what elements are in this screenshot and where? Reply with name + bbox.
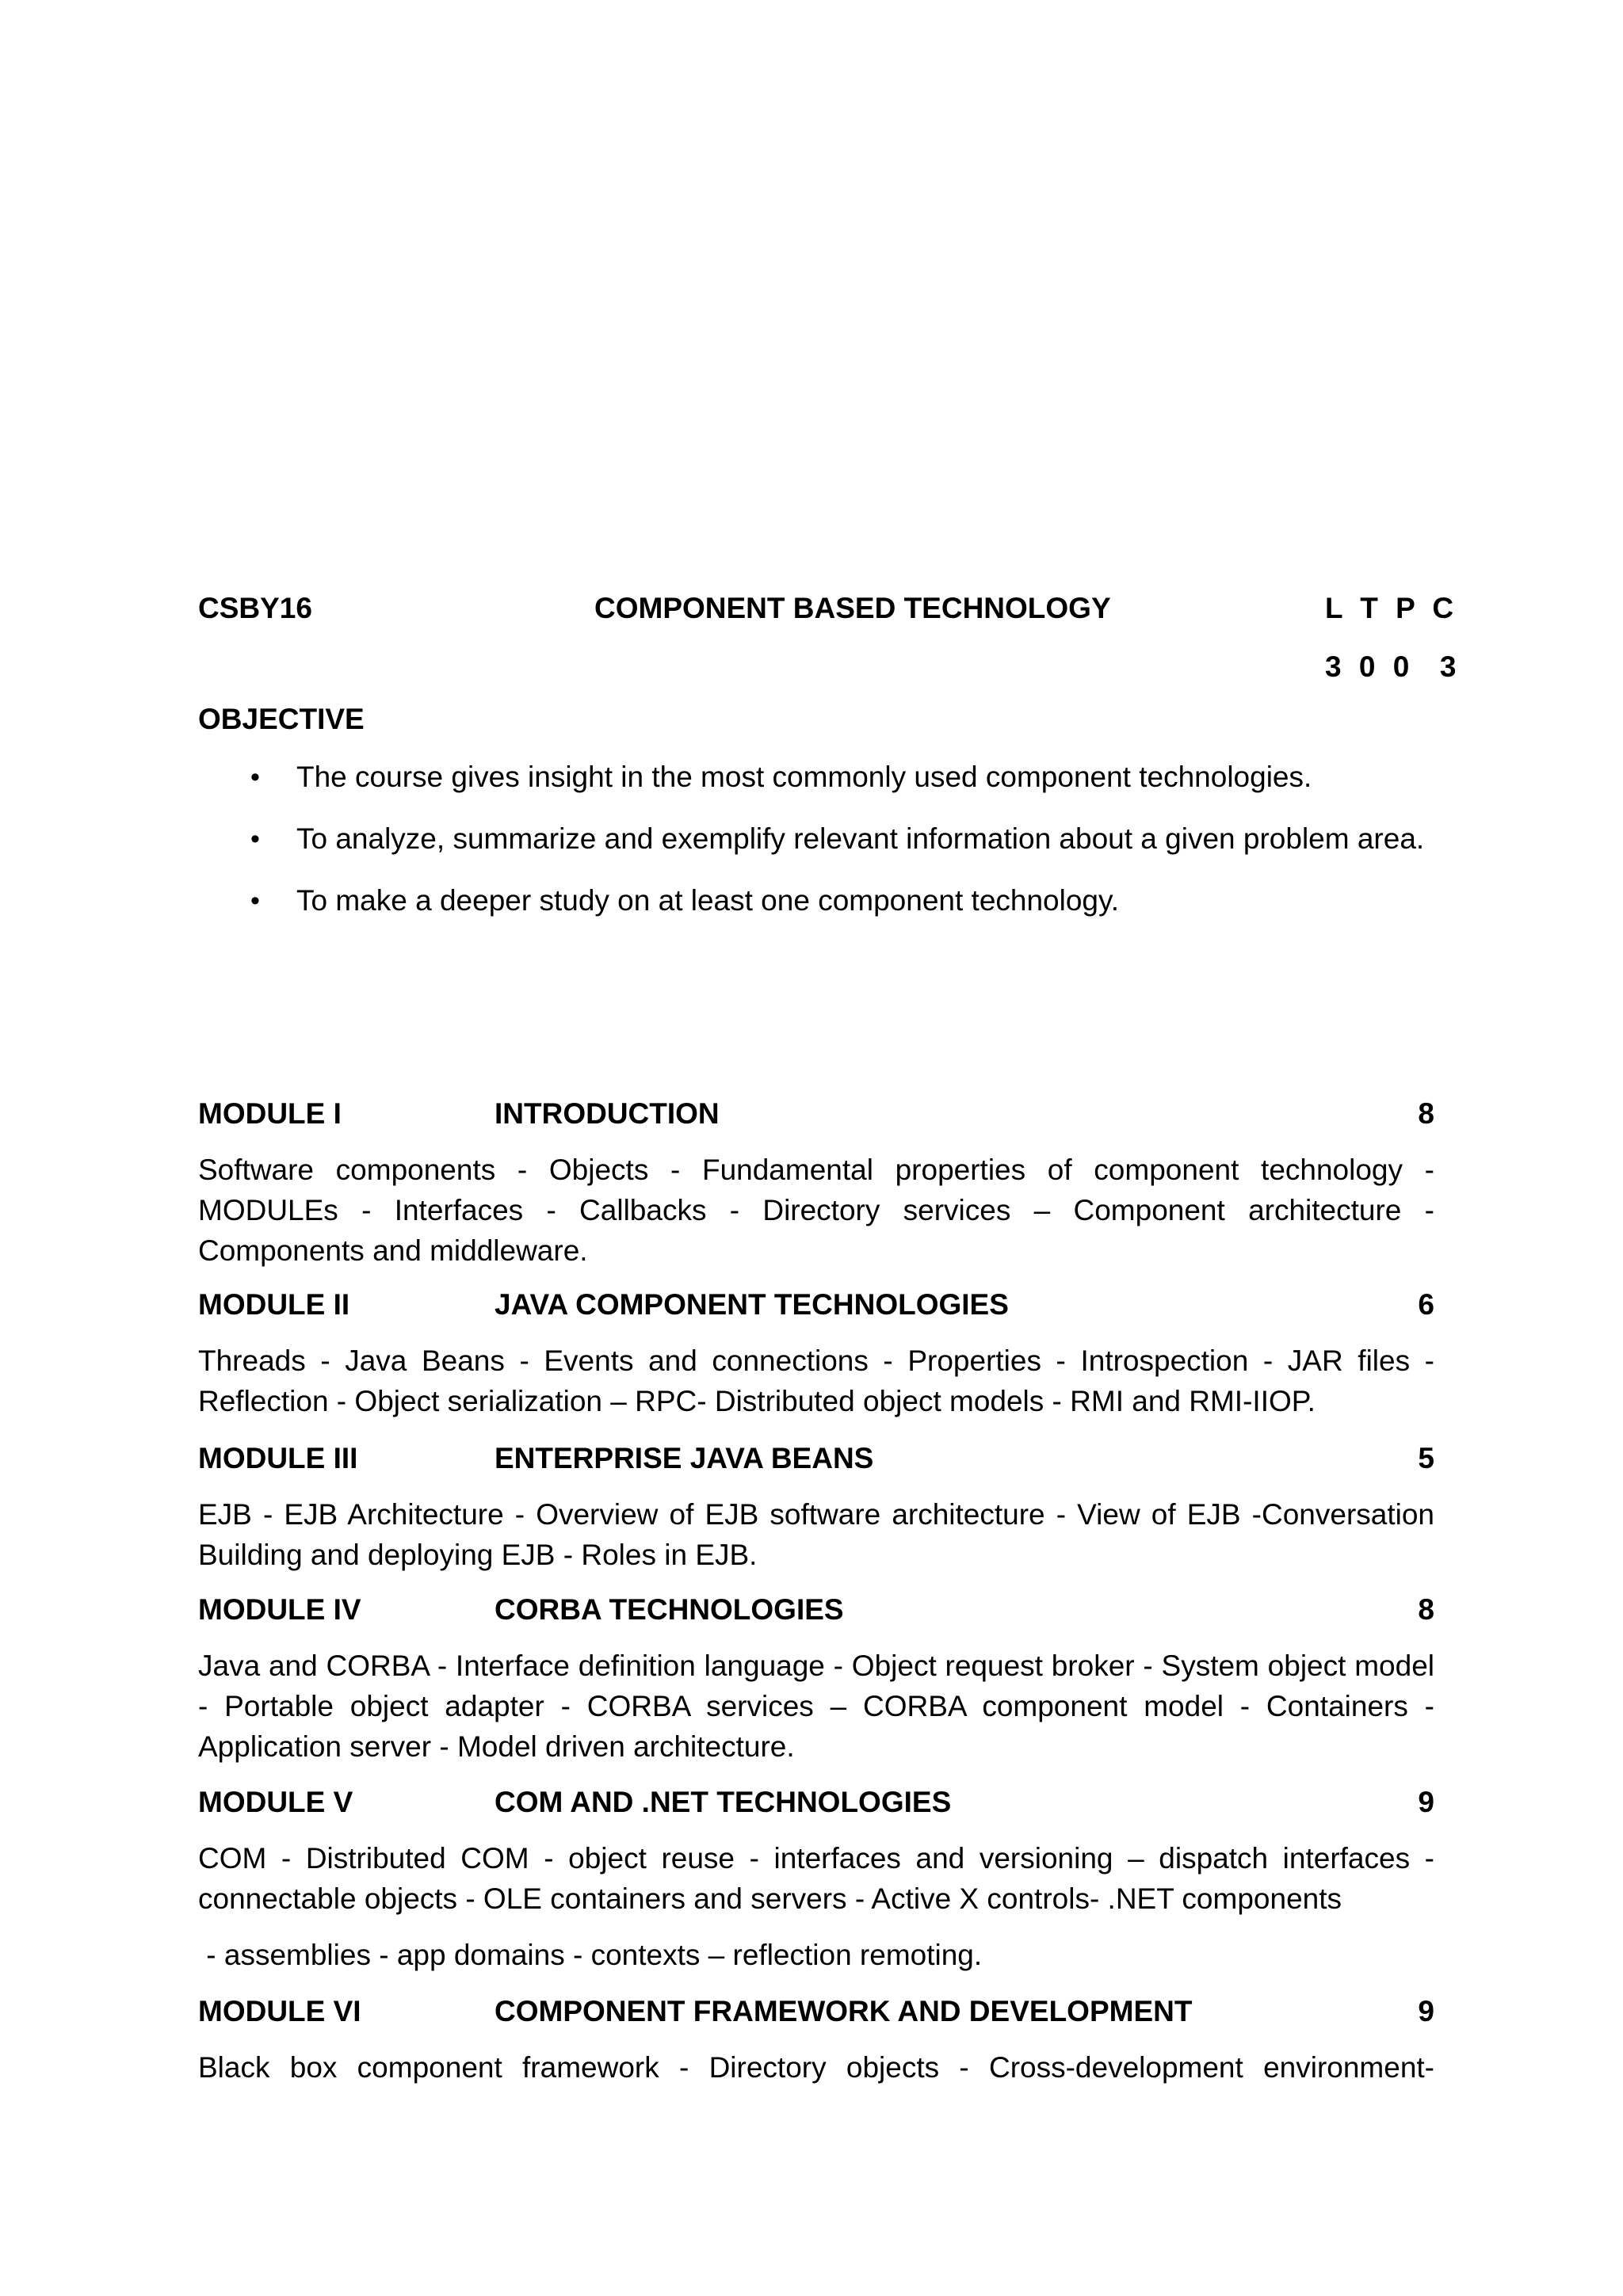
module-title: JAVA COMPONENT TECHNOLOGIES [495,1288,1009,1321]
module-4 [198,1590,1434,1767]
module-body: Threads - Java Beans - Events and connections - Properties - Introspection - JAR files - Reflection - Object serialization – RPC- Distributed object models - RMI and RMI-IIOP. [198,1344,1434,1417]
module-hours: 9 [1418,1786,1434,1818]
module-body: Black box component framework - Directory objects - Cross-development environment- [198,2051,1434,2084]
module-body: EJB - EJB Architecture - Overview of EJB software architecture - View of EJB -Conversation Building and deploying EJB - Roles in EJB. [198,1498,1434,1571]
module-title: COM AND .NET TECHNOLOGIES [495,1786,952,1818]
course-title: COMPONENT BASED TECHNOLOGY [594,592,1111,624]
objective-item [198,818,1434,860]
objective-item-text: To analyze, summarize and exemplify relevant information about a given problem area. [296,822,1425,855]
module-number: MODULE II [198,1288,350,1321]
module-3 [198,1439,1434,1575]
module-hours: 9 [1418,1995,1434,2027]
module-hours: 8 [1418,1593,1434,1626]
module-title: COMPONENT FRAMEWORK AND DEVELOPMENT [495,1995,1193,2027]
module-body-part-1: COM - Distributed COM - object reuse - interfaces and versioning – dispatch interfaces - connectable objects - OLE containers and servers - Active X controls- .NET components [198,1842,1434,1915]
module-heading [198,1439,1434,1478]
module-hours: 6 [1418,1288,1434,1321]
objective-item-text: To make a deeper study on at least one component technology. [296,884,1120,917]
module-2 [198,1285,1434,1421]
module-body: Java and CORBA - Interface definition language - Object request broker - System object model - Portable object adapter - CORBA services – CORBA component model - Containers - Application server - Model driven architecture. [198,1650,1434,1763]
module-title: ENTERPRISE JAVA BEANS [495,1442,874,1474]
module-number: MODULE V [198,1786,353,1818]
objective-item-text: The course gives insight in the most commonly used component technologies. [296,761,1312,793]
bullet-icon: • [250,886,260,916]
objective-heading: OBJECTIVE [198,703,365,735]
objective-item [198,757,1434,798]
module-heading [198,1094,1434,1134]
ltpc-label: L T P C [1325,592,1459,624]
module-title: CORBA TECHNOLOGIES [495,1593,844,1626]
module-body [198,1838,1434,1975]
objective-item [198,880,1434,921]
module-heading [198,1783,1434,1822]
module-1 [198,1094,1434,1271]
module-heading [198,1590,1434,1630]
module-body-part-2: - assemblies - app domains - contexts – reflection remoting. [198,1939,983,1971]
objective-list [198,757,1434,942]
module-number: MODULE IV [198,1593,361,1626]
module-number: MODULE I [198,1097,342,1130]
ltpc-values: 3 0 0 3 [1325,650,1461,683]
module-hours: 8 [1418,1097,1434,1130]
bullet-icon: • [250,762,260,792]
module-number: MODULE VI [198,1995,361,2027]
module-hours: 5 [1418,1442,1434,1474]
course-code: CSBY16 [198,592,312,624]
module-number: MODULE III [198,1442,358,1474]
module-5 [198,1783,1434,1975]
module-body: Software components - Objects - Fundamental properties of component technology - MODULEs - Interfaces - Callbacks - Directory services – Component architecture -Components and middleware. [198,1154,1434,1267]
module-heading [198,1285,1434,1325]
module-6 [198,1992,1434,2088]
module-heading [198,1992,1434,2031]
bullet-icon: • [250,824,260,854]
module-title: INTRODUCTION [495,1097,720,1130]
